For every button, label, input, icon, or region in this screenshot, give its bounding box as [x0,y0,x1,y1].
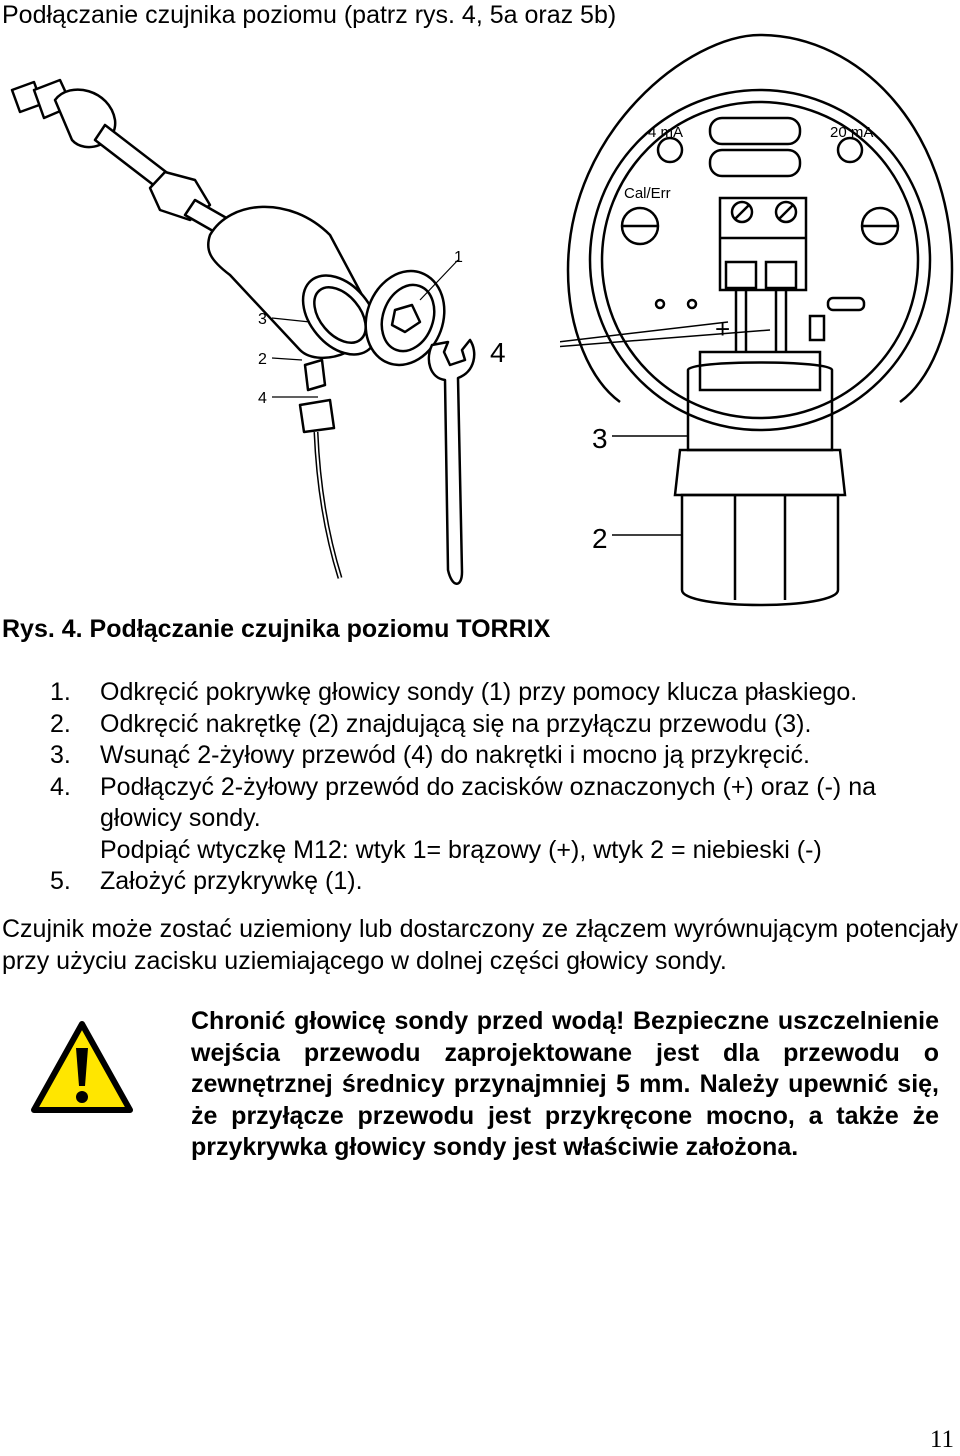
list-item-text: Założyć przykrywkę (1). [100,867,363,895]
grounding-paragraph: Czujnik może zostać uziemiony lub dostarczony ze złączem wyrównującym potencjały przy użyciu zacisku uziemiającego w dolnej części głowicy sondy. [2,915,958,975]
list-item-text: Wsunąć 2-żyłowy przewód (4) do nakrętki i mocno ją przykręcić. [100,741,810,769]
label-cal-err: Cal/Err [624,185,671,202]
list-item [0,772,958,835]
list-item-text: Odkręcić nakrętkę (2) znajdującą się na przyłączu przewodu (3). [100,709,812,738]
list-item-number: 4. [50,772,71,801]
label-4-right: 4 [490,337,506,368]
page-number: 11 [929,1426,954,1453]
list-item-number: 1. [50,678,71,706]
label-1: 1 [454,249,463,266]
list-item [0,709,958,741]
list-item-number: 3. [50,741,71,769]
list-item-text: Podpiąć wtyczkę M12: wtyk 1= brązowy (+), wtyk 2 = niebieski (-) [100,835,822,864]
list-item [0,740,958,772]
label-20ma: 20 mA [830,124,874,141]
label-3: 3 [258,311,267,328]
figure-caption: Rys. 4. Podłączanie czujnika poziomu TORRIX [2,615,551,643]
list-item [0,677,958,709]
probe-head-wiring-illustration [560,30,960,620]
page-heading: Podłączanie czujnika poziomu (patrz rys. 4, 5a oraz 5b) [2,1,617,29]
warning-text: Chronić głowicę sondy przed wodą! Bezpieczne uszczelnienie wejścia przewodu zaprojektowane jest dla przewodu o zewnętrznej średnicy przynajmniej 5 mm. Należy upewnić się, że przyłącze przewodu jest przykręcone mocno, a także że przykrywka głowicy sondy jest właściwie założona. [191,1007,939,1161]
instruction-list [0,677,958,898]
list-item [0,866,958,898]
label-2-right: 2 [592,523,608,554]
list-item-text: Odkręcić pokrywkę głowicy sondy (1) przy pomocy klucza płaskiego. [100,678,858,706]
list-item-number: 2. [50,709,71,738]
label-4-right-box [488,334,518,368]
label-plus: + [715,314,731,344]
warning-triangle-icon [30,1020,134,1114]
label-4: 4 [258,390,267,407]
label-4ma: 4 mA [648,124,684,141]
list-item-number: 5. [50,867,71,895]
list-item-text: Podłączyć 2-żyłowy przewód do zacisków oznaczonych (+) oraz (-) na głowicy sondy. [100,772,877,832]
sensor-assembly-illustration [0,60,540,600]
label-2: 2 [258,351,267,368]
label-3-right: 3 [592,423,608,454]
list-item [0,835,958,867]
